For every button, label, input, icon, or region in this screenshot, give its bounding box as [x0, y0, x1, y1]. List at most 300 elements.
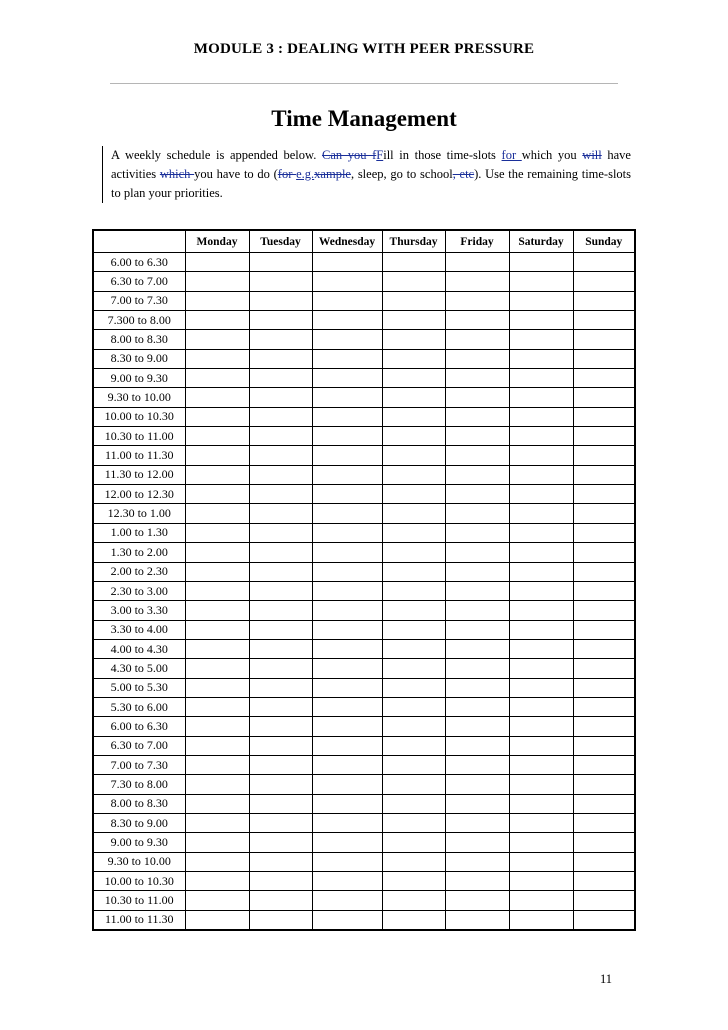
- time-slot-label: 2.30 to 3.00: [93, 581, 185, 600]
- table-row: [93, 291, 635, 310]
- schedule-cell-friday[interactable]: [445, 523, 509, 542]
- schedule-cell-tuesday[interactable]: [249, 891, 312, 910]
- schedule-cell-thursday[interactable]: [382, 253, 445, 272]
- time-slot-label: 9.30 to 10.00: [93, 388, 185, 407]
- schedule-cell-wednesday[interactable]: [312, 388, 382, 407]
- intro-text: which you: [521, 148, 583, 162]
- schedule-cell-tuesday[interactable]: [249, 601, 312, 620]
- schedule-cell-monday[interactable]: [185, 465, 249, 484]
- schedule-cell-thursday[interactable]: [382, 485, 445, 504]
- schedule-cell-thursday[interactable]: [382, 388, 445, 407]
- schedule-cell-friday[interactable]: [445, 349, 509, 368]
- schedule-cell-monday[interactable]: [185, 736, 249, 755]
- time-slot-label: 5.00 to 5.30: [93, 678, 185, 697]
- schedule-cell-monday[interactable]: [185, 330, 249, 349]
- schedule-cell-tuesday[interactable]: [249, 639, 312, 658]
- time-slot-label: 1.30 to 2.00: [93, 543, 185, 562]
- schedule-cell-wednesday[interactable]: [312, 543, 382, 562]
- time-slot-label: 8.30 to 9.00: [93, 813, 185, 832]
- schedule-cell-thursday[interactable]: [382, 872, 445, 891]
- schedule-cell-friday[interactable]: [445, 755, 509, 774]
- schedule-cell-monday[interactable]: [185, 775, 249, 794]
- schedule-cell-thursday[interactable]: [382, 601, 445, 620]
- schedule-cell-wednesday[interactable]: [312, 291, 382, 310]
- schedule-cell-tuesday[interactable]: [249, 775, 312, 794]
- schedule-cell-wednesday[interactable]: [312, 485, 382, 504]
- schedule-cell-wednesday[interactable]: [312, 736, 382, 755]
- schedule-cell-friday[interactable]: [445, 697, 509, 716]
- schedule-cell-sunday[interactable]: [573, 581, 635, 600]
- schedule-cell-saturday[interactable]: [509, 330, 573, 349]
- schedule-cell-wednesday[interactable]: [312, 678, 382, 697]
- schedule-cell-tuesday[interactable]: [249, 833, 312, 852]
- schedule-cell-saturday[interactable]: [509, 581, 573, 600]
- schedule-cell-monday[interactable]: [185, 755, 249, 774]
- schedule-cell-wednesday[interactable]: [312, 601, 382, 620]
- schedule-cell-thursday[interactable]: [382, 678, 445, 697]
- schedule-cell-monday[interactable]: [185, 910, 249, 930]
- schedule-cell-sunday[interactable]: [573, 717, 635, 736]
- schedule-cell-saturday[interactable]: [509, 794, 573, 813]
- schedule-cell-monday[interactable]: [185, 852, 249, 871]
- day-header-wednesday: Wednesday: [312, 230, 382, 253]
- time-slot-label: 9.00 to 9.30: [93, 369, 185, 388]
- schedule-cell-wednesday[interactable]: [312, 523, 382, 542]
- schedule-cell-friday[interactable]: [445, 852, 509, 871]
- schedule-cell-sunday[interactable]: [573, 543, 635, 562]
- schedule-cell-sunday[interactable]: [573, 620, 635, 639]
- schedule-cell-wednesday[interactable]: [312, 813, 382, 832]
- schedule-cell-saturday[interactable]: [509, 813, 573, 832]
- schedule-cell-wednesday[interactable]: [312, 581, 382, 600]
- schedule-cell-saturday[interactable]: [509, 446, 573, 465]
- schedule-cell-tuesday[interactable]: [249, 523, 312, 542]
- schedule-cell-thursday[interactable]: [382, 330, 445, 349]
- schedule-cell-saturday[interactable]: [509, 388, 573, 407]
- schedule-cell-tuesday[interactable]: [249, 697, 312, 716]
- schedule-cell-wednesday[interactable]: [312, 272, 382, 291]
- time-slot-label: 7.00 to 7.30: [93, 755, 185, 774]
- schedule-cell-wednesday[interactable]: [312, 833, 382, 852]
- schedule-cell-friday[interactable]: [445, 717, 509, 736]
- schedule-cell-wednesday[interactable]: [312, 639, 382, 658]
- inserted-text: F: [376, 148, 384, 162]
- schedule-cell-sunday[interactable]: [573, 775, 635, 794]
- schedule-cell-thursday[interactable]: [382, 504, 445, 523]
- schedule-cell-tuesday[interactable]: [249, 330, 312, 349]
- table-row: [93, 581, 635, 600]
- schedule-cell-saturday[interactable]: [509, 427, 573, 446]
- schedule-cell-tuesday[interactable]: [249, 813, 312, 832]
- schedule-cell-sunday[interactable]: [573, 891, 635, 910]
- schedule-cell-tuesday[interactable]: [249, 581, 312, 600]
- schedule-cell-thursday[interactable]: [382, 755, 445, 774]
- table-row: [93, 349, 635, 368]
- schedule-cell-friday[interactable]: [445, 388, 509, 407]
- schedule-cell-thursday[interactable]: [382, 833, 445, 852]
- schedule-cell-tuesday[interactable]: [249, 620, 312, 639]
- table-row: [93, 813, 635, 832]
- schedule-cell-saturday[interactable]: [509, 639, 573, 658]
- schedule-cell-sunday[interactable]: [573, 523, 635, 542]
- schedule-cell-friday[interactable]: [445, 446, 509, 465]
- schedule-cell-monday[interactable]: [185, 388, 249, 407]
- schedule-cell-sunday[interactable]: [573, 794, 635, 813]
- schedule-cell-friday[interactable]: [445, 562, 509, 581]
- time-slot-label: 10.30 to 11.00: [93, 427, 185, 446]
- schedule-cell-thursday[interactable]: [382, 427, 445, 446]
- schedule-cell-friday[interactable]: [445, 291, 509, 310]
- table-row: [93, 369, 635, 388]
- time-slot-label: 7.300 to 8.00: [93, 311, 185, 330]
- table-row: [93, 272, 635, 291]
- schedule-cell-thursday[interactable]: [382, 813, 445, 832]
- schedule-cell-sunday[interactable]: [573, 446, 635, 465]
- schedule-cell-friday[interactable]: [445, 427, 509, 446]
- schedule-cell-saturday[interactable]: [509, 775, 573, 794]
- schedule-cell-monday[interactable]: [185, 697, 249, 716]
- schedule-cell-saturday[interactable]: [509, 891, 573, 910]
- schedule-cell-monday[interactable]: [185, 407, 249, 426]
- header-divider: [110, 83, 618, 84]
- schedule-cell-friday[interactable]: [445, 813, 509, 832]
- schedule-cell-saturday[interactable]: [509, 872, 573, 891]
- schedule-cell-sunday[interactable]: [573, 427, 635, 446]
- schedule-body: [93, 253, 635, 931]
- time-slot-label: 7.30 to 8.00: [93, 775, 185, 794]
- schedule-cell-tuesday[interactable]: [249, 311, 312, 330]
- schedule-cell-tuesday[interactable]: [249, 446, 312, 465]
- schedule-cell-friday[interactable]: [445, 620, 509, 639]
- schedule-cell-sunday[interactable]: [573, 369, 635, 388]
- schedule-cell-sunday[interactable]: [573, 852, 635, 871]
- time-slot-label: 6.00 to 6.30: [93, 253, 185, 272]
- schedule-cell-sunday[interactable]: [573, 349, 635, 368]
- schedule-cell-sunday[interactable]: [573, 813, 635, 832]
- schedule-cell-thursday[interactable]: [382, 562, 445, 581]
- schedule-cell-wednesday[interactable]: [312, 620, 382, 639]
- schedule-cell-sunday[interactable]: [573, 601, 635, 620]
- schedule-cell-saturday[interactable]: [509, 736, 573, 755]
- schedule-cell-wednesday[interactable]: [312, 910, 382, 930]
- schedule-cell-thursday[interactable]: [382, 369, 445, 388]
- schedule-cell-wednesday[interactable]: [312, 330, 382, 349]
- schedule-cell-thursday[interactable]: [382, 639, 445, 658]
- schedule-cell-friday[interactable]: [445, 775, 509, 794]
- schedule-cell-sunday[interactable]: [573, 485, 635, 504]
- schedule-cell-saturday[interactable]: [509, 678, 573, 697]
- time-slot-label: 10.30 to 11.00: [93, 891, 185, 910]
- schedule-cell-friday[interactable]: [445, 543, 509, 562]
- schedule-cell-saturday[interactable]: [509, 272, 573, 291]
- schedule-cell-thursday[interactable]: [382, 407, 445, 426]
- schedule-cell-thursday[interactable]: [382, 311, 445, 330]
- schedule-cell-sunday[interactable]: [573, 311, 635, 330]
- schedule-cell-tuesday[interactable]: [249, 291, 312, 310]
- schedule-cell-wednesday[interactable]: [312, 427, 382, 446]
- schedule-cell-monday[interactable]: [185, 639, 249, 658]
- schedule-cell-saturday[interactable]: [509, 910, 573, 930]
- schedule-cell-thursday[interactable]: [382, 736, 445, 755]
- schedule-cell-tuesday[interactable]: [249, 369, 312, 388]
- schedule-cell-friday[interactable]: [445, 891, 509, 910]
- schedule-cell-tuesday[interactable]: [249, 659, 312, 678]
- schedule-cell-tuesday[interactable]: [249, 485, 312, 504]
- schedule-cell-monday[interactable]: [185, 349, 249, 368]
- schedule-cell-friday[interactable]: [445, 253, 509, 272]
- schedule-cell-monday[interactable]: [185, 311, 249, 330]
- schedule-cell-thursday[interactable]: [382, 581, 445, 600]
- schedule-cell-saturday[interactable]: [509, 601, 573, 620]
- schedule-cell-tuesday[interactable]: [249, 755, 312, 774]
- schedule-cell-monday[interactable]: [185, 446, 249, 465]
- schedule-cell-wednesday[interactable]: [312, 872, 382, 891]
- schedule-cell-sunday[interactable]: [573, 465, 635, 484]
- schedule-cell-monday[interactable]: [185, 813, 249, 832]
- schedule-cell-wednesday[interactable]: [312, 794, 382, 813]
- day-header-saturday: Saturday: [509, 230, 573, 253]
- schedule-cell-sunday[interactable]: [573, 697, 635, 716]
- schedule-cell-thursday[interactable]: [382, 717, 445, 736]
- schedule-cell-sunday[interactable]: [573, 291, 635, 310]
- weekly-schedule-table: [92, 229, 636, 931]
- schedule-cell-tuesday[interactable]: [249, 736, 312, 755]
- time-slot-label: 2.00 to 2.30: [93, 562, 185, 581]
- schedule-cell-saturday[interactable]: [509, 485, 573, 504]
- time-slot-label: 12.00 to 12.30: [93, 485, 185, 504]
- schedule-cell-wednesday[interactable]: [312, 253, 382, 272]
- schedule-cell-friday[interactable]: [445, 910, 509, 930]
- schedule-cell-thursday[interactable]: [382, 852, 445, 871]
- schedule-cell-sunday[interactable]: [573, 678, 635, 697]
- schedule-cell-tuesday[interactable]: [249, 872, 312, 891]
- schedule-cell-monday[interactable]: [185, 543, 249, 562]
- schedule-cell-saturday[interactable]: [509, 562, 573, 581]
- schedule-cell-friday[interactable]: [445, 465, 509, 484]
- schedule-cell-monday[interactable]: [185, 253, 249, 272]
- schedule-cell-tuesday[interactable]: [249, 427, 312, 446]
- schedule-cell-tuesday[interactable]: [249, 272, 312, 291]
- schedule-cell-wednesday[interactable]: [312, 717, 382, 736]
- schedule-cell-thursday[interactable]: [382, 620, 445, 639]
- schedule-cell-friday[interactable]: [445, 678, 509, 697]
- time-slot-label: 10.00 to 10.30: [93, 407, 185, 426]
- schedule-cell-sunday[interactable]: [573, 562, 635, 581]
- schedule-cell-saturday[interactable]: [509, 407, 573, 426]
- time-slot-label: 6.30 to 7.00: [93, 272, 185, 291]
- schedule-cell-saturday[interactable]: [509, 504, 573, 523]
- schedule-cell-thursday[interactable]: [382, 465, 445, 484]
- schedule-cell-saturday[interactable]: [509, 697, 573, 716]
- schedule-cell-wednesday[interactable]: [312, 369, 382, 388]
- schedule-cell-tuesday[interactable]: [249, 562, 312, 581]
- schedule-cell-saturday[interactable]: [509, 852, 573, 871]
- schedule-cell-thursday[interactable]: [382, 543, 445, 562]
- schedule-cell-monday[interactable]: [185, 794, 249, 813]
- schedule-cell-friday[interactable]: [445, 659, 509, 678]
- schedule-cell-sunday[interactable]: [573, 833, 635, 852]
- schedule-cell-thursday[interactable]: [382, 659, 445, 678]
- schedule-cell-sunday[interactable]: [573, 253, 635, 272]
- schedule-cell-monday[interactable]: [185, 272, 249, 291]
- schedule-cell-monday[interactable]: [185, 369, 249, 388]
- deleted-text: for: [277, 167, 297, 181]
- schedule-cell-sunday[interactable]: [573, 872, 635, 891]
- schedule-cell-tuesday[interactable]: [249, 717, 312, 736]
- schedule-cell-wednesday[interactable]: [312, 562, 382, 581]
- time-slot-label: 8.00 to 8.30: [93, 330, 185, 349]
- schedule-cell-sunday[interactable]: [573, 272, 635, 291]
- schedule-cell-tuesday[interactable]: [249, 543, 312, 562]
- table-row: [93, 485, 635, 504]
- schedule-cell-monday[interactable]: [185, 620, 249, 639]
- schedule-cell-sunday[interactable]: [573, 504, 635, 523]
- schedule-cell-sunday[interactable]: [573, 755, 635, 774]
- intro-text: A weekly schedule is appended below.: [111, 148, 322, 162]
- schedule-cell-saturday[interactable]: [509, 543, 573, 562]
- schedule-cell-saturday[interactable]: [509, 291, 573, 310]
- schedule-cell-friday[interactable]: [445, 601, 509, 620]
- schedule-cell-monday[interactable]: [185, 833, 249, 852]
- schedule-cell-sunday[interactable]: [573, 388, 635, 407]
- schedule-cell-wednesday[interactable]: [312, 775, 382, 794]
- time-slot-label: 6.00 to 6.30: [93, 717, 185, 736]
- schedule-cell-thursday[interactable]: [382, 775, 445, 794]
- table-row: [93, 465, 635, 484]
- intro-text: ill in those time-slots: [383, 148, 502, 162]
- schedule-cell-sunday[interactable]: [573, 659, 635, 678]
- day-header-friday: Friday: [445, 230, 509, 253]
- table-row: [93, 910, 635, 930]
- schedule-cell-saturday[interactable]: [509, 717, 573, 736]
- schedule-cell-monday[interactable]: [185, 891, 249, 910]
- schedule-cell-friday[interactable]: [445, 272, 509, 291]
- schedule-cell-thursday[interactable]: [382, 291, 445, 310]
- day-header-sunday: Sunday: [573, 230, 635, 253]
- schedule-cell-wednesday[interactable]: [312, 504, 382, 523]
- schedule-cell-friday[interactable]: [445, 311, 509, 330]
- day-header-thursday: Thursday: [382, 230, 445, 253]
- schedule-cell-monday[interactable]: [185, 872, 249, 891]
- schedule-cell-saturday[interactable]: [509, 311, 573, 330]
- schedule-cell-tuesday[interactable]: [249, 349, 312, 368]
- schedule-cell-tuesday[interactable]: [249, 465, 312, 484]
- schedule-cell-saturday[interactable]: [509, 620, 573, 639]
- schedule-cell-monday[interactable]: [185, 562, 249, 581]
- schedule-cell-tuesday[interactable]: [249, 407, 312, 426]
- schedule-cell-friday[interactable]: [445, 504, 509, 523]
- schedule-cell-sunday[interactable]: [573, 910, 635, 930]
- schedule-cell-thursday[interactable]: [382, 794, 445, 813]
- schedule-cell-thursday[interactable]: [382, 446, 445, 465]
- time-slot-label: 9.30 to 10.00: [93, 852, 185, 871]
- schedule-cell-tuesday[interactable]: [249, 253, 312, 272]
- schedule-cell-friday[interactable]: [445, 639, 509, 658]
- table-row: [93, 427, 635, 446]
- schedule-cell-saturday[interactable]: [509, 465, 573, 484]
- schedule-cell-monday[interactable]: [185, 601, 249, 620]
- intro-text: you have to do (: [194, 167, 278, 181]
- schedule-cell-tuesday[interactable]: [249, 504, 312, 523]
- schedule-cell-sunday[interactable]: [573, 736, 635, 755]
- schedule-cell-friday[interactable]: [445, 369, 509, 388]
- schedule-cell-tuesday[interactable]: [249, 852, 312, 871]
- time-slot-label: 3.30 to 4.00: [93, 620, 185, 639]
- schedule-cell-wednesday[interactable]: [312, 407, 382, 426]
- schedule-cell-saturday[interactable]: [509, 349, 573, 368]
- schedule-cell-friday[interactable]: [445, 407, 509, 426]
- schedule-cell-friday[interactable]: [445, 794, 509, 813]
- schedule-cell-monday[interactable]: [185, 659, 249, 678]
- schedule-cell-saturday[interactable]: [509, 755, 573, 774]
- schedule-cell-saturday[interactable]: [509, 369, 573, 388]
- page-number: 11: [600, 972, 613, 986]
- schedule-cell-thursday[interactable]: [382, 891, 445, 910]
- schedule-cell-monday[interactable]: [185, 291, 249, 310]
- schedule-cell-saturday[interactable]: [509, 253, 573, 272]
- time-slot-label: 11.00 to 11.30: [93, 446, 185, 465]
- schedule-cell-saturday[interactable]: [509, 523, 573, 542]
- schedule-cell-tuesday[interactable]: [249, 388, 312, 407]
- schedule-cell-wednesday[interactable]: [312, 465, 382, 484]
- schedule-cell-saturday[interactable]: [509, 833, 573, 852]
- schedule-cell-wednesday[interactable]: [312, 446, 382, 465]
- schedule-cell-friday[interactable]: [445, 330, 509, 349]
- schedule-cell-friday[interactable]: [445, 485, 509, 504]
- schedule-cell-friday[interactable]: [445, 833, 509, 852]
- schedule-cell-monday[interactable]: [185, 427, 249, 446]
- schedule-cell-sunday[interactable]: [573, 639, 635, 658]
- header-row: [93, 230, 635, 253]
- deleted-text: will: [582, 148, 602, 162]
- schedule-cell-monday[interactable]: [185, 717, 249, 736]
- intro-text: ). Use the remaining time-slots to plan your priorities.: [111, 167, 632, 200]
- schedule-cell-monday[interactable]: [185, 485, 249, 504]
- schedule-cell-tuesday[interactable]: [249, 794, 312, 813]
- schedule-cell-monday[interactable]: [185, 504, 249, 523]
- schedule-cell-wednesday[interactable]: [312, 755, 382, 774]
- deleted-text: which: [159, 167, 195, 181]
- table-row: [93, 775, 635, 794]
- day-header-monday: Monday: [185, 230, 249, 253]
- schedule-cell-thursday[interactable]: [382, 349, 445, 368]
- schedule-cell-wednesday[interactable]: [312, 852, 382, 871]
- table-row: [93, 388, 635, 407]
- schedule-cell-friday[interactable]: [445, 872, 509, 891]
- schedule-cell-monday[interactable]: [185, 678, 249, 697]
- schedule-cell-wednesday[interactable]: [312, 697, 382, 716]
- schedule-cell-friday[interactable]: [445, 581, 509, 600]
- schedule-cell-tuesday[interactable]: [249, 678, 312, 697]
- schedule-cell-wednesday[interactable]: [312, 659, 382, 678]
- schedule-cell-thursday[interactable]: [382, 910, 445, 930]
- schedule-cell-wednesday[interactable]: [312, 891, 382, 910]
- table-row: [93, 833, 635, 852]
- schedule-cell-saturday[interactable]: [509, 659, 573, 678]
- schedule-cell-sunday[interactable]: [573, 330, 635, 349]
- schedule-cell-sunday[interactable]: [573, 407, 635, 426]
- schedule-cell-wednesday[interactable]: [312, 349, 382, 368]
- schedule-cell-thursday[interactable]: [382, 272, 445, 291]
- time-slot-label: 5.30 to 6.00: [93, 697, 185, 716]
- schedule-cell-monday[interactable]: [185, 581, 249, 600]
- schedule-cell-thursday[interactable]: [382, 697, 445, 716]
- schedule-cell-thursday[interactable]: [382, 523, 445, 542]
- schedule-cell-friday[interactable]: [445, 736, 509, 755]
- schedule-cell-tuesday[interactable]: [249, 910, 312, 930]
- schedule-cell-wednesday[interactable]: [312, 311, 382, 330]
- schedule-cell-monday[interactable]: [185, 523, 249, 542]
